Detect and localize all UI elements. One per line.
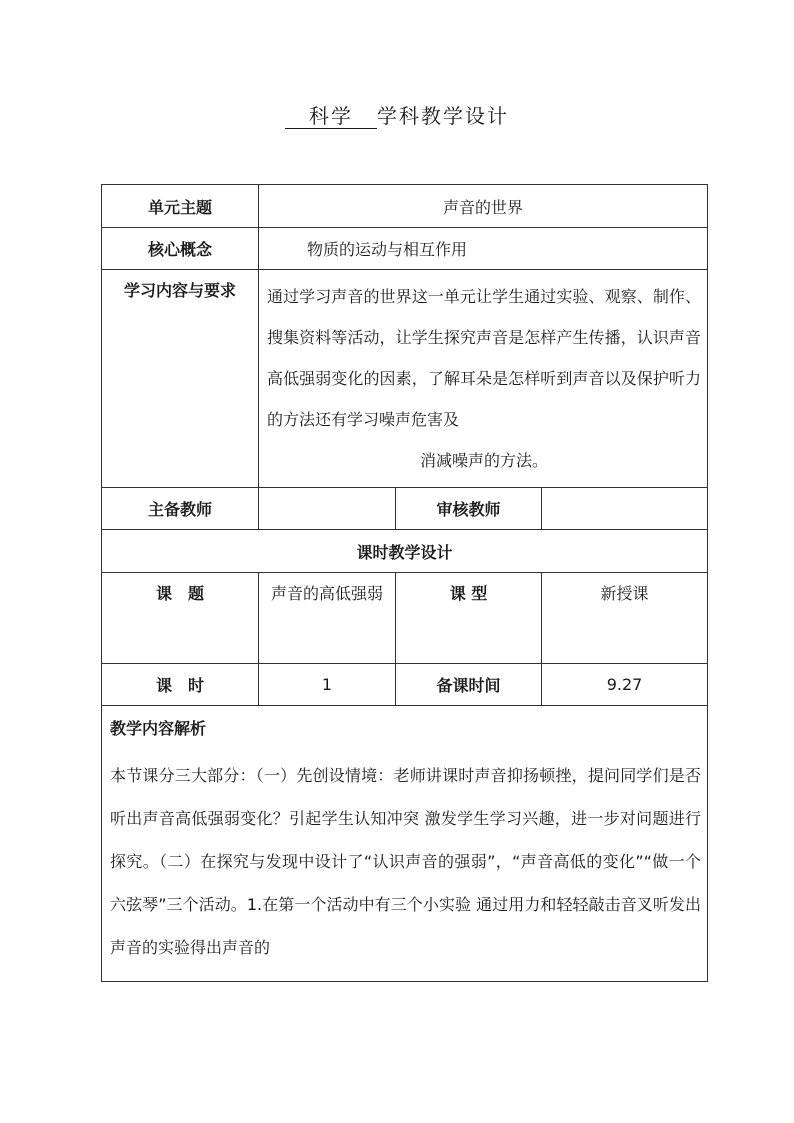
content-value — [259, 270, 708, 488]
analysis-cell — [102, 706, 708, 982]
review-teacher-label: 审核教师 — [396, 488, 542, 530]
unit-value: 声音的世界 — [259, 185, 708, 228]
row-content — [102, 270, 708, 488]
content-value-text: 通过学习声音的世界这一单元让学生通过实验、观察、制作、搜集资料等活动，让学生探究声音是怎样产生传播，认识声音高低强弱变化的因素，了解耳朵是怎样听到声音以及保护听力的方法还有学习噪声危害及 — [267, 287, 702, 429]
content-label: 学习内容与要求 — [102, 270, 259, 488]
review-teacher-value — [542, 488, 708, 530]
row-period — [102, 664, 708, 706]
row-teachers — [102, 488, 708, 530]
main-teacher-value — [259, 488, 396, 530]
row-unit — [102, 185, 708, 228]
analysis-heading: 教学内容解析 — [110, 719, 207, 738]
main-teacher-label: 主备教师 — [102, 488, 259, 530]
row-core — [102, 228, 708, 270]
row-topic — [102, 573, 708, 664]
period-value: 1 — [259, 664, 396, 706]
title-subject: 科学 — [285, 105, 377, 129]
type-label: 课 型 — [396, 573, 542, 664]
prep-time-label: 备课时间 — [396, 664, 542, 706]
document-title — [0, 104, 794, 129]
lesson-design-table — [101, 184, 708, 982]
title-rest: 学科教学设计 — [377, 104, 509, 128]
period-label: 课 时 — [102, 664, 259, 706]
topic-label: 课 题 — [102, 573, 259, 664]
type-value: 新授课 — [542, 573, 708, 664]
analysis-text: 本节课分三大部分：（一）先创设情境：老师讲课时声音抑扬顿挫，提问同学们是否听出声音高低强弱变化？引起学生认知冲突 激发学生学习兴趣，进一步对问题进行探究。（二）在探究与发现中设计了“认识声音的强弱”，“声音高低的变化”“做一个六弦琴”三个活动。1.在第一个活动中有三个小实验 通过用力和轻轻敲击音叉听发出声音的实验得出声音的 — [110, 766, 702, 957]
row-lesson-design — [102, 530, 708, 573]
content-value-last: 消减噪声的方法。 — [420, 451, 549, 470]
topic-value: 声音的高低强弱 — [259, 573, 396, 664]
unit-label: 单元主题 — [102, 185, 259, 228]
prep-time-value: 9.27 — [542, 664, 708, 706]
core-label: 核心概念 — [102, 228, 259, 270]
lesson-design-heading: 课时教学设计 — [102, 530, 708, 573]
core-value: 物质的运动与相互作用 — [259, 228, 708, 270]
row-analysis — [102, 706, 708, 982]
